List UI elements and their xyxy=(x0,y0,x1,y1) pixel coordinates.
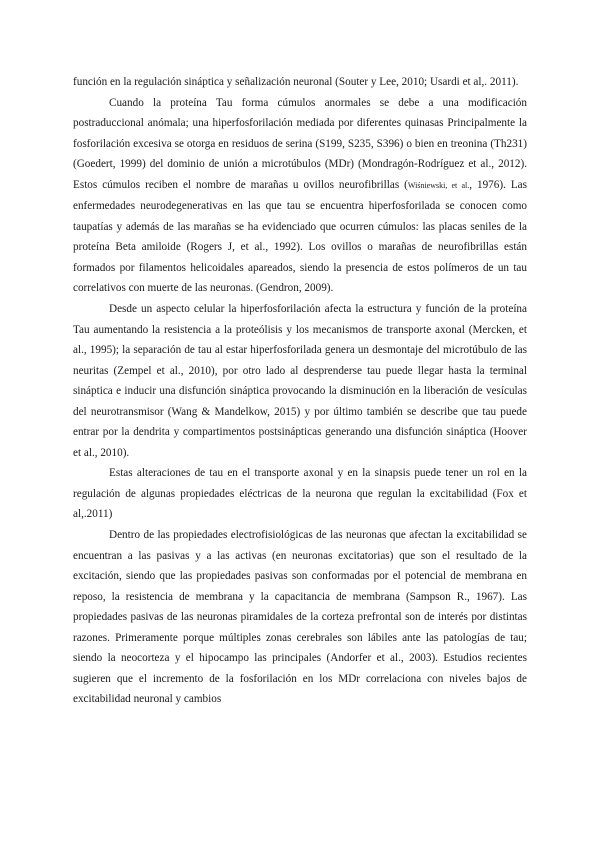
paragraph xyxy=(73,72,527,93)
paragraph-text: Cuando la proteína Tau forma cúmulos anormales se debe a una modificación postraduccional anómala; una hiperfosforilación mediada por diferentes quinasas Principalmente la fosforilación excesiva se otorga en residuos de serina (S199, S235, S396) o bien en treonina (Th231) (Goedert, 1999) del dominio de unión a microtúbulos (MDr) (Mondragón-Rodríguez et al., 2012). Estos cúmulos reciben el nombre de marañas u ovillos neurofibrillas ( xyxy=(73,96,527,191)
paragraph-text: Desde un aspecto celular la hiperfosforilación afecta la estructura y función de la proteína Tau aumentando la resistencia a la proteólisis y los mecanismos de transporte axonal (Mercken, et al., 1995); la separación de tau al estar hiperfosforilada genera un desmontaje del microtúbulo de las neuritas (Zempel et al., 2010), por otro lado al desprenderse tau puede llegar hasta la terminal sináptica e inducir una disfunción sináptica provocando la disminución en la liberación de vesículas del neurotransmisor (Wang & Mandelkow, 2015) y por último también se describe que tau puede entrar por la dendrita y compartimentos postsinápticas generando una disfunción sináptica (Hoover et al., 2010). xyxy=(73,303,527,459)
paragraph xyxy=(73,525,527,710)
paragraph-text: Estas alteraciones de tau en el transporte axonal y en la sinapsis puede tener un rol en la regulación de algunas propiedades eléctricas de la neurona que regulan la excitabilidad (Fox et al,.2011) xyxy=(73,467,527,521)
paragraph-text: función en la regulación sináptica y señalización neuronal (Souter y Lee, 2010; Usardi et al,. 2011). xyxy=(73,76,519,88)
citation-small-text: Wiśniewski, et al. xyxy=(407,180,470,190)
paragraph-text: Dentro de las propiedades electrofisiológicas de las neuronas que afectan la excitabilidad se encuentran a las pasivas y a las activas (en neuronas excitatorias) que son el resultado de la excitación, siendo que las propiedades pasivas son conformadas por el potencial de membrana en reposo, la resistencia de membrana y la capacitancia de membrana (Sampson R., 1967). Las propiedades pasivas de las neuronas piramidales de la corteza prefrontal son de interés por distintas razones. Primeramente porque múltiples zonas cerebrales son lábiles ante las patologías de tau; siendo la neocorteza y el hipocampo las principales (Andorfer et al., 2003). Estudios recientes sugieren que el incremento de la fosforilación en los MDr correlaciona con niveles bajos de excitabilidad neuronal y cambios xyxy=(73,529,527,706)
paragraph-text: , 1976). Las enfermedades neurodegenerativas en las que tau se encuentra hiperfosforilada se conocen como taupatías y además de las marañas se ha evidenciado que ocurren cúmulos: las placas seniles de la proteína Beta amiloide (Rogers J, et al., 1992). Los ovillos o marañas de neurofibrillas están formados por filamentos helicoidales apareados, siendo la presencia de estos polímeros de un tau correlativos con muerte de las neuronas. (Gendron, 2009). xyxy=(73,178,527,295)
paragraph xyxy=(73,93,527,299)
paragraph xyxy=(73,463,527,525)
document-body xyxy=(73,72,527,710)
paragraph xyxy=(73,299,527,463)
